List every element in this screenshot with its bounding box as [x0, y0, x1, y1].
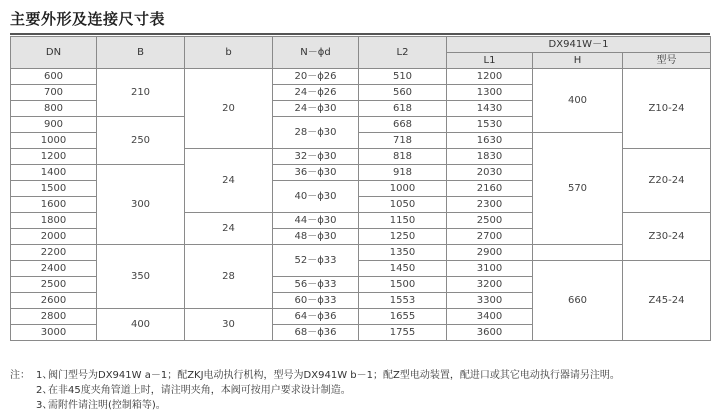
cell-model: Z45-24: [623, 261, 711, 341]
cell-l1: 3100: [447, 261, 533, 277]
cell-b-lower: 24: [185, 149, 273, 213]
cell-model: Z10-24: [623, 69, 711, 149]
col-header-group-dx941w: DX941W－1: [447, 37, 711, 53]
cell-b-lower: 24: [185, 213, 273, 245]
cell-b-lower: 20: [185, 69, 273, 149]
cell-l2: 1755: [359, 325, 447, 341]
cell-bolt-holes: 40－ϕ30: [273, 181, 359, 213]
cell-h: 400: [533, 69, 623, 133]
cell-l1: 1830: [447, 149, 533, 165]
title-divider: [10, 33, 710, 35]
cell-bolt-holes: 36－ϕ30: [273, 165, 359, 181]
col-header-b-upper: B: [97, 37, 185, 69]
cell-l2: 1553: [359, 293, 447, 309]
note-item: [10, 368, 710, 383]
cell-bolt-holes: 56－ϕ33: [273, 277, 359, 293]
table-row: [11, 69, 711, 85]
cell-bolt-holes: 24－ϕ26: [273, 85, 359, 101]
cell-h: 660: [533, 261, 623, 341]
cell-l2: 510: [359, 69, 447, 85]
cell-l1: 2030: [447, 165, 533, 181]
cell-l1: 2500: [447, 213, 533, 229]
cell-dn: 1600: [11, 197, 97, 213]
cell-l2: 1350: [359, 245, 447, 261]
cell-dn: 2400: [11, 261, 97, 277]
col-header-dn: DN: [11, 37, 97, 69]
cell-l2: 918: [359, 165, 447, 181]
cell-l1: 2160: [447, 181, 533, 197]
cell-dn: 900: [11, 117, 97, 133]
cell-l2: 718: [359, 133, 447, 149]
cell-dn: 1500: [11, 181, 97, 197]
cell-model: Z30-24: [623, 213, 711, 261]
cell-bolt-holes: 60－ϕ33: [273, 293, 359, 309]
cell-l2: 1150: [359, 213, 447, 229]
page-title: 主要外形及连接尺寸表: [10, 10, 166, 28]
note-number: 3、: [36, 400, 53, 411]
cell-l2: 1500: [359, 277, 447, 293]
cell-l1: 3300: [447, 293, 533, 309]
cell-dn: 1800: [11, 213, 97, 229]
cell-l1: 2900: [447, 245, 533, 261]
cell-dn: 2500: [11, 277, 97, 293]
cell-dn: 600: [11, 69, 97, 85]
cell-b-upper: 250: [97, 117, 185, 165]
cell-bolt-holes: 28－ϕ30: [273, 117, 359, 149]
cell-l1: 3200: [447, 277, 533, 293]
cell-dn: 1000: [11, 133, 97, 149]
cell-b-lower: 30: [185, 309, 273, 341]
cell-b-upper: 300: [97, 165, 185, 245]
cell-model: Z20-24: [623, 149, 711, 213]
cell-l1: 1530: [447, 117, 533, 133]
cell-b-upper: 400: [97, 309, 185, 341]
note-number: 1、: [36, 370, 53, 381]
cell-l2: 560: [359, 85, 447, 101]
header-row-1: [11, 37, 711, 53]
note-number: 2、: [36, 385, 53, 396]
cell-l2: 618: [359, 101, 447, 117]
cell-h: 570: [533, 133, 623, 245]
cell-b-upper: 210: [97, 69, 185, 117]
notes-label: 注：: [10, 370, 30, 381]
cell-b-upper: 350: [97, 245, 185, 309]
dimension-table: [10, 36, 711, 341]
cell-l1: 3600: [447, 325, 533, 341]
cell-dn: 800: [11, 101, 97, 117]
cell-l2: 1655: [359, 309, 447, 325]
col-header-bolt-holes: N－ϕd: [273, 37, 359, 69]
cell-l2: 1450: [359, 261, 447, 277]
cell-l1: 1300: [447, 85, 533, 101]
cell-l1: 1430: [447, 101, 533, 117]
cell-l2: 1000: [359, 181, 447, 197]
cell-dn: 2000: [11, 229, 97, 245]
col-header-l1: L1: [447, 53, 533, 69]
col-header-h: H: [533, 53, 623, 69]
cell-bolt-holes: 68－ϕ36: [273, 325, 359, 341]
cell-bolt-holes: 44－ϕ30: [273, 213, 359, 229]
cell-l1: 1200: [447, 69, 533, 85]
cell-dn: 1200: [11, 149, 97, 165]
cell-dn: 2600: [11, 293, 97, 309]
cell-dn: 2200: [11, 245, 97, 261]
col-header-b-lower: b: [185, 37, 273, 69]
cell-bolt-holes: 52－ϕ33: [273, 245, 359, 277]
cell-l2: 1250: [359, 229, 447, 245]
col-header-l2: L2: [359, 37, 447, 69]
cell-b-lower: 28: [185, 245, 273, 309]
note-item: [10, 398, 710, 413]
table-row: [11, 245, 711, 261]
cell-dn: 3000: [11, 325, 97, 341]
col-header-model: 型号: [623, 53, 711, 69]
note-text: 阀门型号为DX941W a－1；配ZKJ电动执行机构，型号为DX941W b－1；配Z型电动装置，配进口或其它电动执行器请另注明。: [48, 370, 620, 381]
note-text: 需附件请注明(控制箱等)。: [48, 400, 166, 411]
notes-section: [10, 368, 710, 413]
cell-bolt-holes: 48－ϕ30: [273, 229, 359, 245]
cell-dn: 700: [11, 85, 97, 101]
cell-l1: 1630: [447, 133, 533, 149]
cell-l1: 2700: [447, 229, 533, 245]
cell-bolt-holes: 32－ϕ30: [273, 149, 359, 165]
cell-l2: 668: [359, 117, 447, 133]
cell-l1: 2300: [447, 197, 533, 213]
cell-bolt-holes: 64－ϕ36: [273, 309, 359, 325]
cell-bolt-holes: 24－ϕ30: [273, 101, 359, 117]
cell-bolt-holes: 20－ϕ26: [273, 69, 359, 85]
cell-l1: 3400: [447, 309, 533, 325]
note-text: 在非45度夹角管道上时，请注明夹角，本阀可按用户要求设计制造。: [48, 385, 351, 396]
cell-l2: 1050: [359, 197, 447, 213]
note-item: [10, 383, 710, 398]
cell-l2: 818: [359, 149, 447, 165]
cell-dn: 2800: [11, 309, 97, 325]
cell-dn: 1400: [11, 165, 97, 181]
